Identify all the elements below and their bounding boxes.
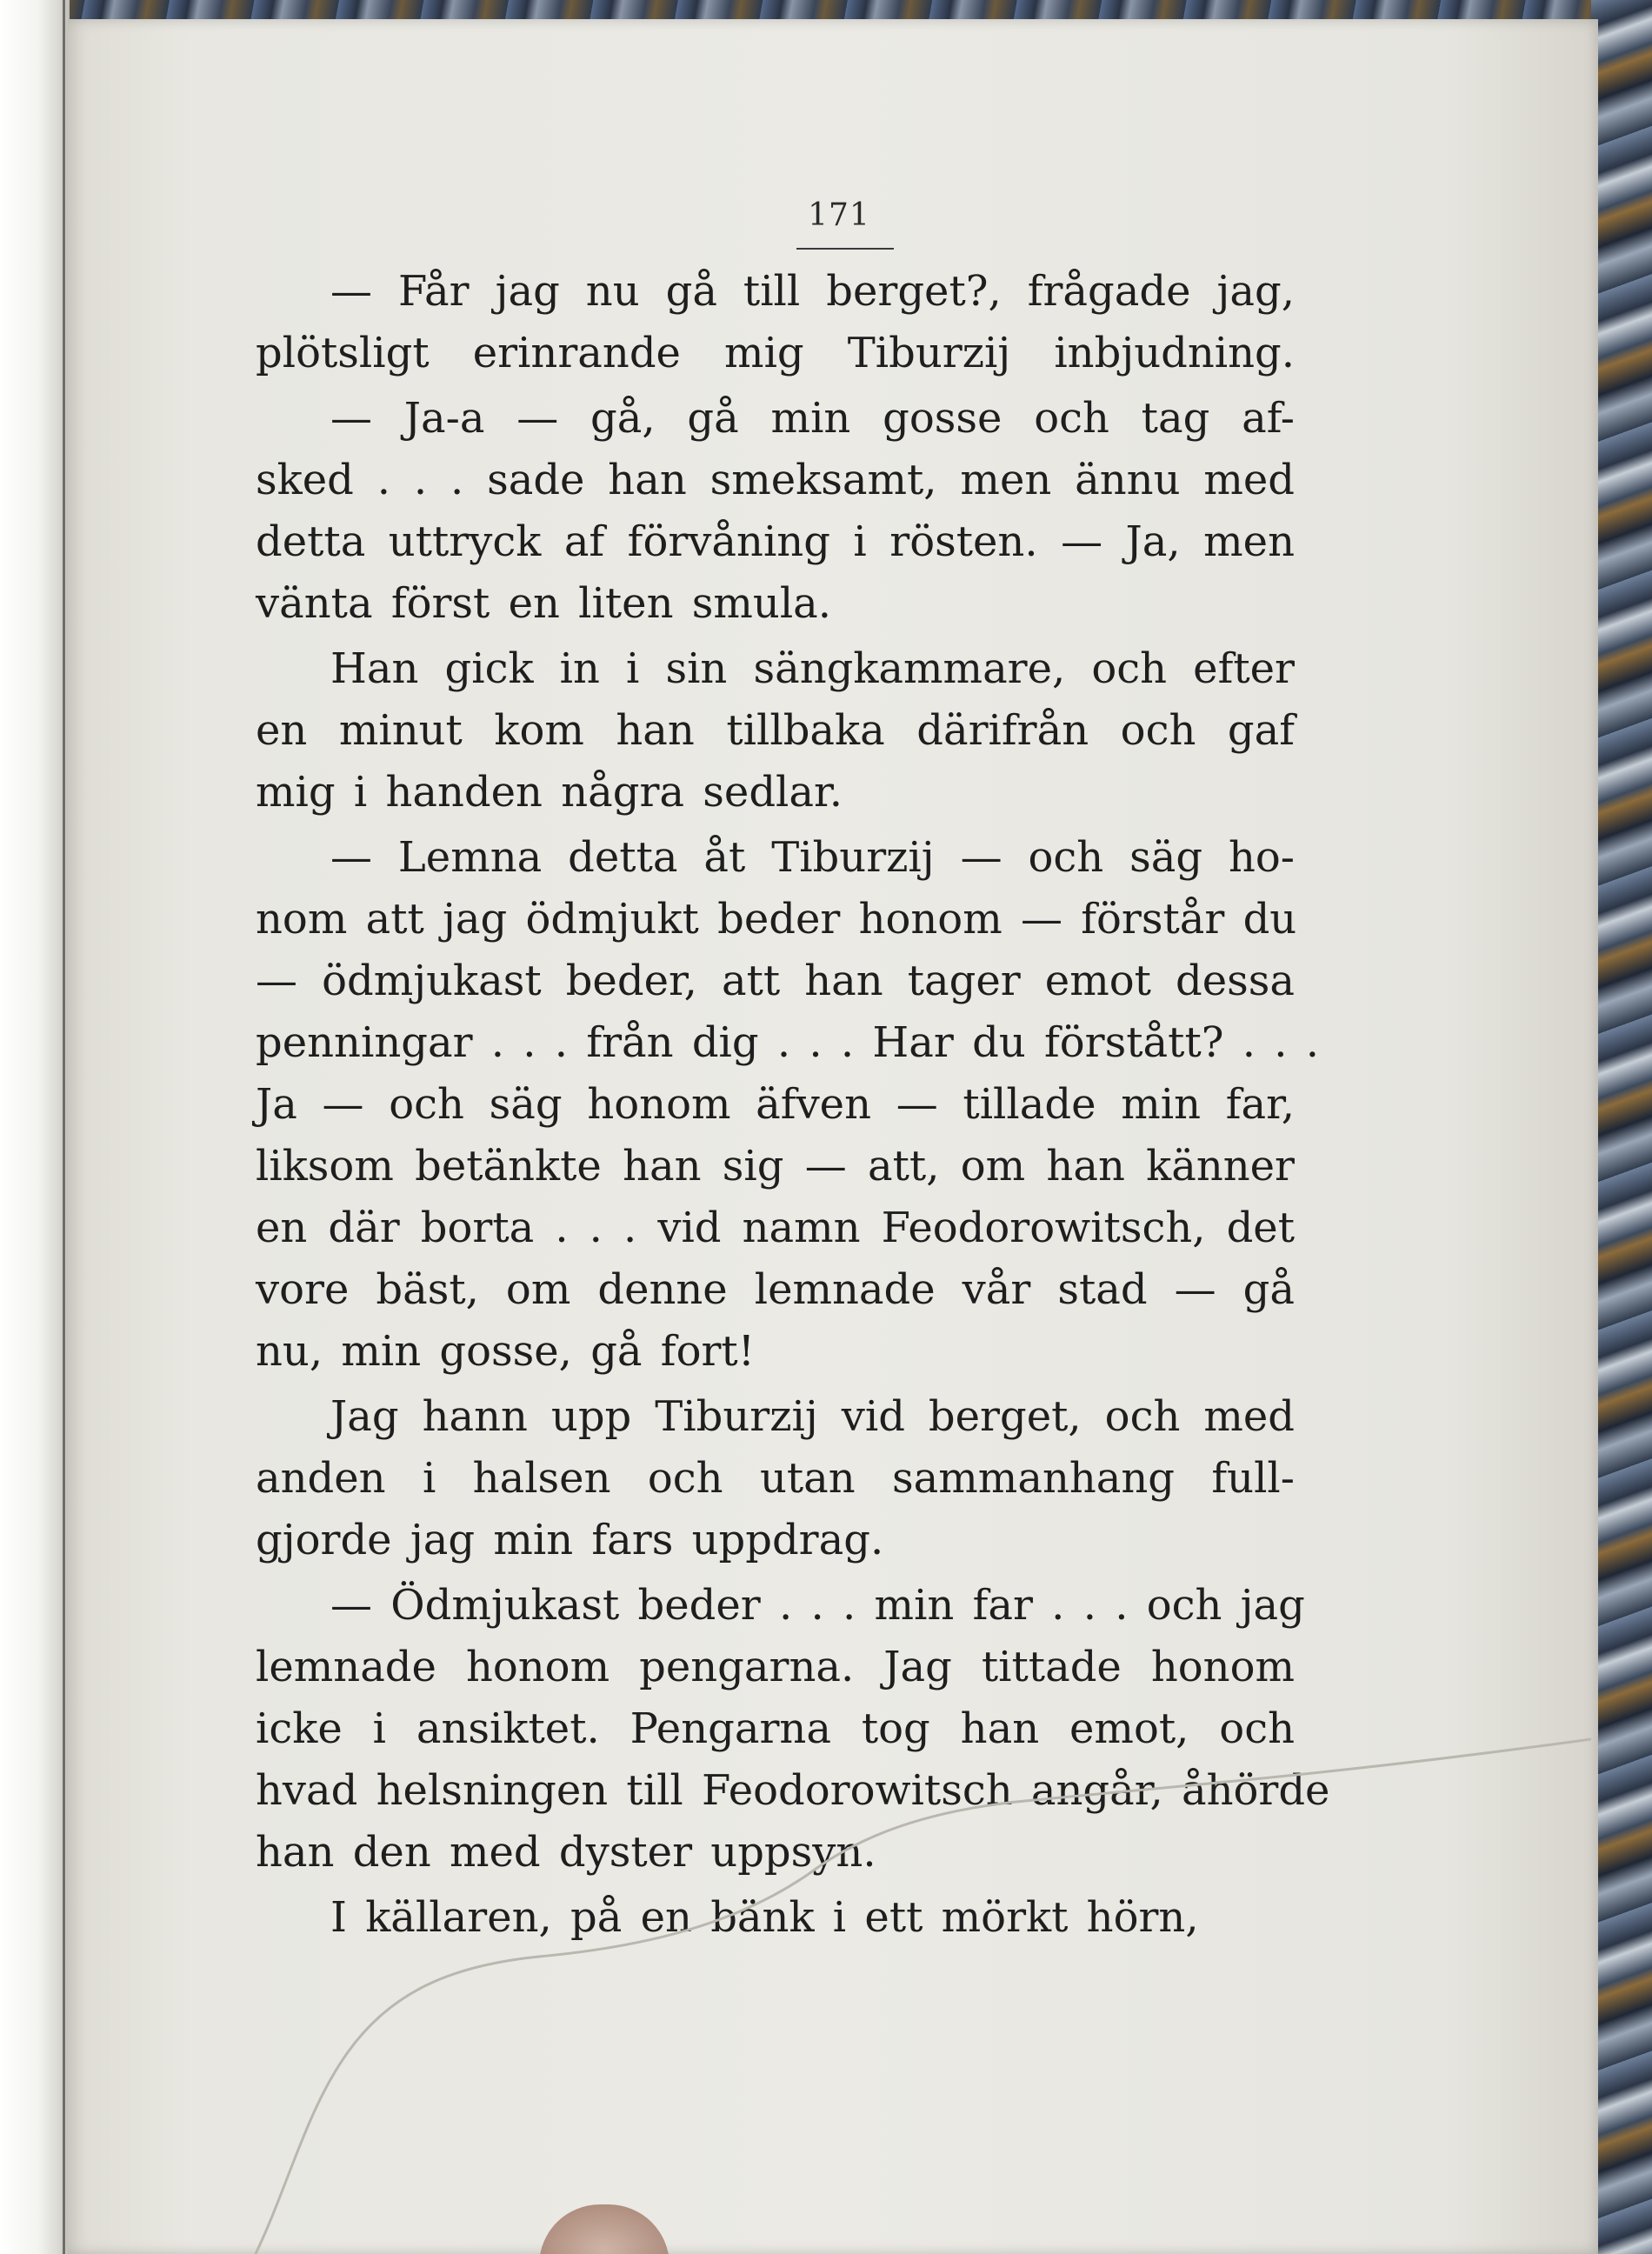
text-line: vore bäst, om denne lemnade vår stad — gå (256, 1265, 1295, 1314)
facing-page-edge (0, 0, 70, 2254)
text-line: hvad helsningen till Feodorowitsch angår, åhörde (256, 1766, 1330, 1815)
text-line: — Ja-a — gå, gå min gosse och tag af- (330, 394, 1295, 443)
text-line: detta uttryck af förvåning i rösten. — Ja, men (256, 517, 1295, 566)
body-text (256, 261, 1330, 1949)
text-line: han den med dyster uppsyn. (256, 1828, 876, 1877)
text-line: — Lemna detta åt Tiburzij — och säg ho- (330, 833, 1295, 882)
text-line: penningar . . . från dig . . . Har du förstått? . . . (256, 1018, 1320, 1067)
text-line: — Får jag nu gå till berget?, frågade jag, (330, 267, 1295, 316)
text-line: nom att jag ödmjukt beder honom — förstår du (256, 895, 1297, 944)
text-line: — ödmjukast beder, att han tager emot dessa (256, 957, 1295, 1005)
text-line: anden i halsen och utan sammanhang full- (256, 1454, 1295, 1503)
text-line: en minut kom han tillbaka därifrån och gaf (256, 706, 1295, 755)
page-number: 171 (808, 197, 870, 233)
text-line: gjorde jag min fars uppdrag. (256, 1516, 884, 1564)
text-line: liksom betänkte han sig — att, om han känner (256, 1142, 1295, 1190)
marbled-cover-right (1591, 0, 1652, 2254)
text-line: mig i handen några sedlar. (256, 768, 843, 817)
text-line: en där borta . . . vid namn Feodorowitsch, det (256, 1204, 1295, 1252)
text-line: nu, min gosse, gå fort! (256, 1327, 755, 1376)
text-line: — Ödmjukast beder . . . min far . . . och jag (330, 1581, 1305, 1630)
text-line: I källaren, på en bänk i ett mörkt hörn, (330, 1893, 1199, 1942)
text-line: Han gick in i sin sängkammare, och efter (330, 644, 1295, 693)
paper-crack (252, 1704, 1591, 2254)
text-line: plötsligt erinrande mig Tiburzij inbjudning. (256, 329, 1295, 377)
text-line: sked . . . sade han smeksamt, men ännu med (256, 456, 1295, 504)
gutter-line (63, 0, 65, 2254)
text-line: lemnade honom pengarna. Jag tittade honom (256, 1643, 1295, 1691)
page-number-rule (796, 248, 894, 250)
text-line: Jag hann upp Tiburzij vid berget, och med (330, 1392, 1295, 1441)
text-line: Ja — och säg honom äfven — tillade min far, (256, 1080, 1295, 1129)
text-line: vänta först en liten smula. (256, 579, 832, 628)
text-line: icke i ansiktet. Pengarna tog han emot, och (256, 1704, 1295, 1753)
